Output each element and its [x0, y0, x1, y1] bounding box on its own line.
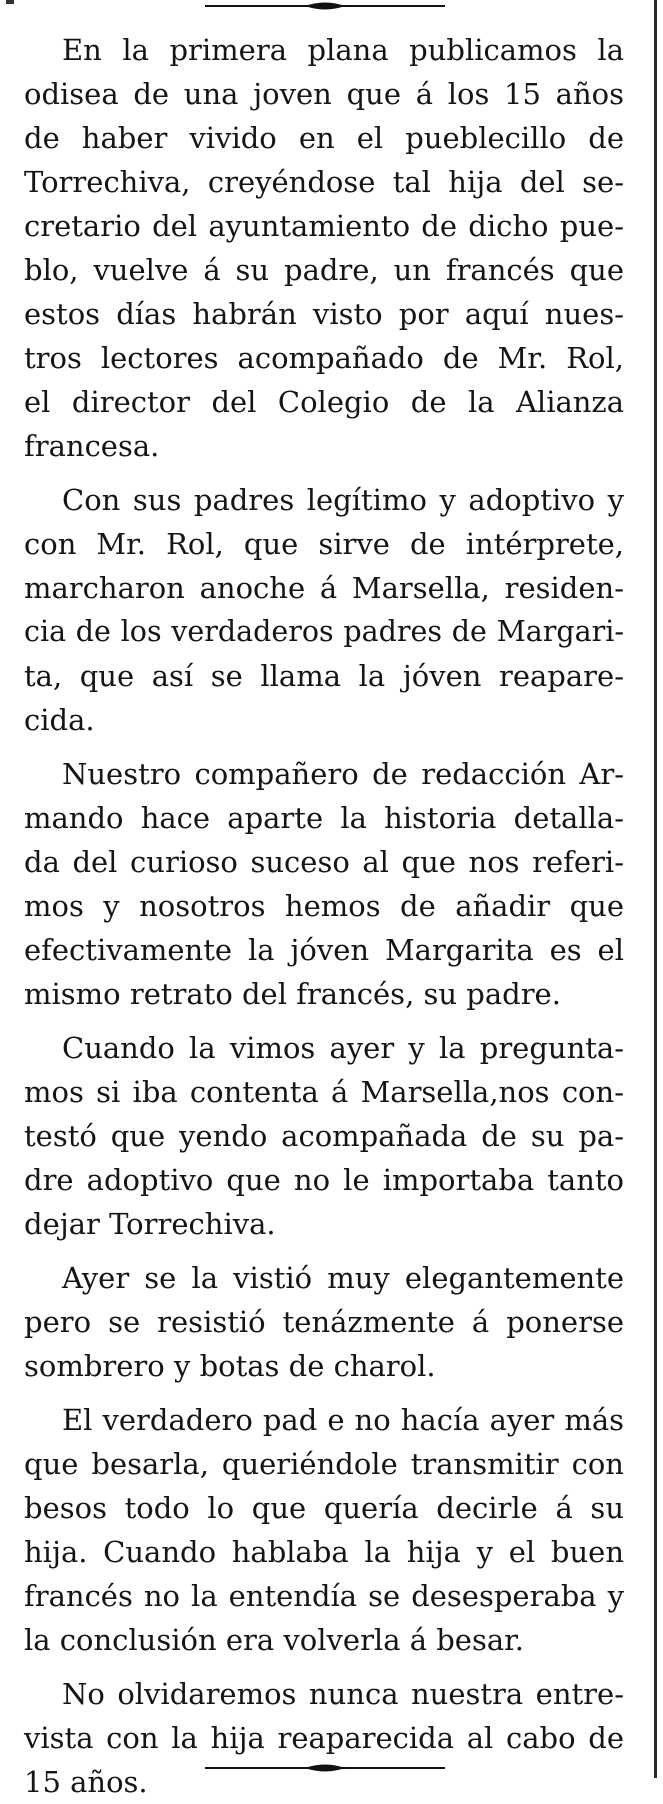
text-line: 15 años. [24, 1765, 148, 1799]
text-line: efectivamente la jóven Margarita es el [24, 933, 624, 967]
text-line: estos días habrán visto por aquí nues- [24, 297, 624, 331]
text-line: mando hace aparte la historia detalla- [24, 801, 624, 835]
column-edge-mark [6, 0, 14, 4]
text-line: con Mr. Rol, que sirve de intérprete, [24, 527, 624, 561]
paragraph-2 [24, 478, 624, 742]
text-line: Nuestro compañero de redacción Ar- [62, 757, 624, 791]
text-line: testó que yendo acompañada de su pa- [24, 1119, 624, 1153]
text-line: el director del Colegio de la Alianza [24, 385, 624, 419]
text-line: cretario del ayuntamiento de dicho pue- [24, 209, 624, 243]
text-line: da del curioso suceso al que nos referi- [24, 845, 624, 879]
text-line: francés no la entendía se desesperaba y [24, 1579, 624, 1613]
text-line: que besarla, queriéndole transmitir con [24, 1447, 624, 1481]
text-line: ta, que así se llama la jóven reapare- [24, 659, 624, 693]
text-line: dre adoptivo que no le importaba tanto [24, 1163, 624, 1197]
text-line: Cuando la vimos ayer y la pregunta- [62, 1031, 624, 1065]
text-line: blo, vuelve á su padre, un francés que [24, 253, 624, 287]
paragraph-3 [24, 752, 624, 1016]
text-line: sombrero y botas de charol. [24, 1349, 436, 1383]
column-rule [654, 0, 657, 1778]
top-divider-ornament [205, 0, 445, 12]
text-line: El verdadero pad e no hacía ayer más [62, 1403, 624, 1437]
paragraph-7 [24, 1672, 624, 1804]
text-line: Con sus padres legítimo y adoptivo y [62, 483, 624, 517]
text-line: En la primera plana publicamos la [62, 33, 624, 67]
text-line: Torrechiva, creyéndose tal hija del se- [24, 165, 624, 199]
text-line: tros lectores acompañado de Mr. Rol, [24, 341, 624, 375]
text-line: vista con la hija reaparecida al cabo de [24, 1721, 624, 1755]
text-line: mismo retrato del francés, su padre. [24, 977, 561, 1011]
text-line: cia de los verdaderos padres de Margari- [24, 615, 624, 648]
text-line: marcharon anoche á Marsella, residen- [24, 571, 624, 605]
text-line: pero se resistió tenázmente á ponerse [24, 1305, 624, 1339]
text-line: la conclusión era volverla á besar. [24, 1623, 525, 1657]
text-line: francesa. [24, 429, 160, 463]
text-line: cida. [24, 703, 95, 737]
text-line: hija. Cuando hablaba la hija y el buen [24, 1535, 624, 1569]
paragraph-4 [24, 1026, 624, 1246]
bottom-divider-ornament [205, 1762, 445, 1774]
text-line: mos si iba contenta á Marsella,nos con- [24, 1075, 624, 1109]
text-line: Ayer se la vistió muy elegantemente [62, 1261, 624, 1295]
text-line: odisea de una joven que á los 15 años [24, 77, 624, 111]
text-line: mos y nosotros hemos de añadir que [24, 889, 624, 923]
text-line: No olvidaremos nunca nuestra entre- [62, 1677, 624, 1711]
text-line: de haber vivido en el pueblecillo de [24, 121, 624, 155]
paragraph-5 [24, 1256, 624, 1388]
text-line: dejar Torrechiva. [24, 1207, 276, 1241]
paragraph-1 [24, 28, 624, 468]
paragraph-6 [24, 1398, 624, 1662]
text-line: besos todo lo que quería decirle á su [24, 1491, 624, 1525]
news-article [24, 28, 624, 1804]
